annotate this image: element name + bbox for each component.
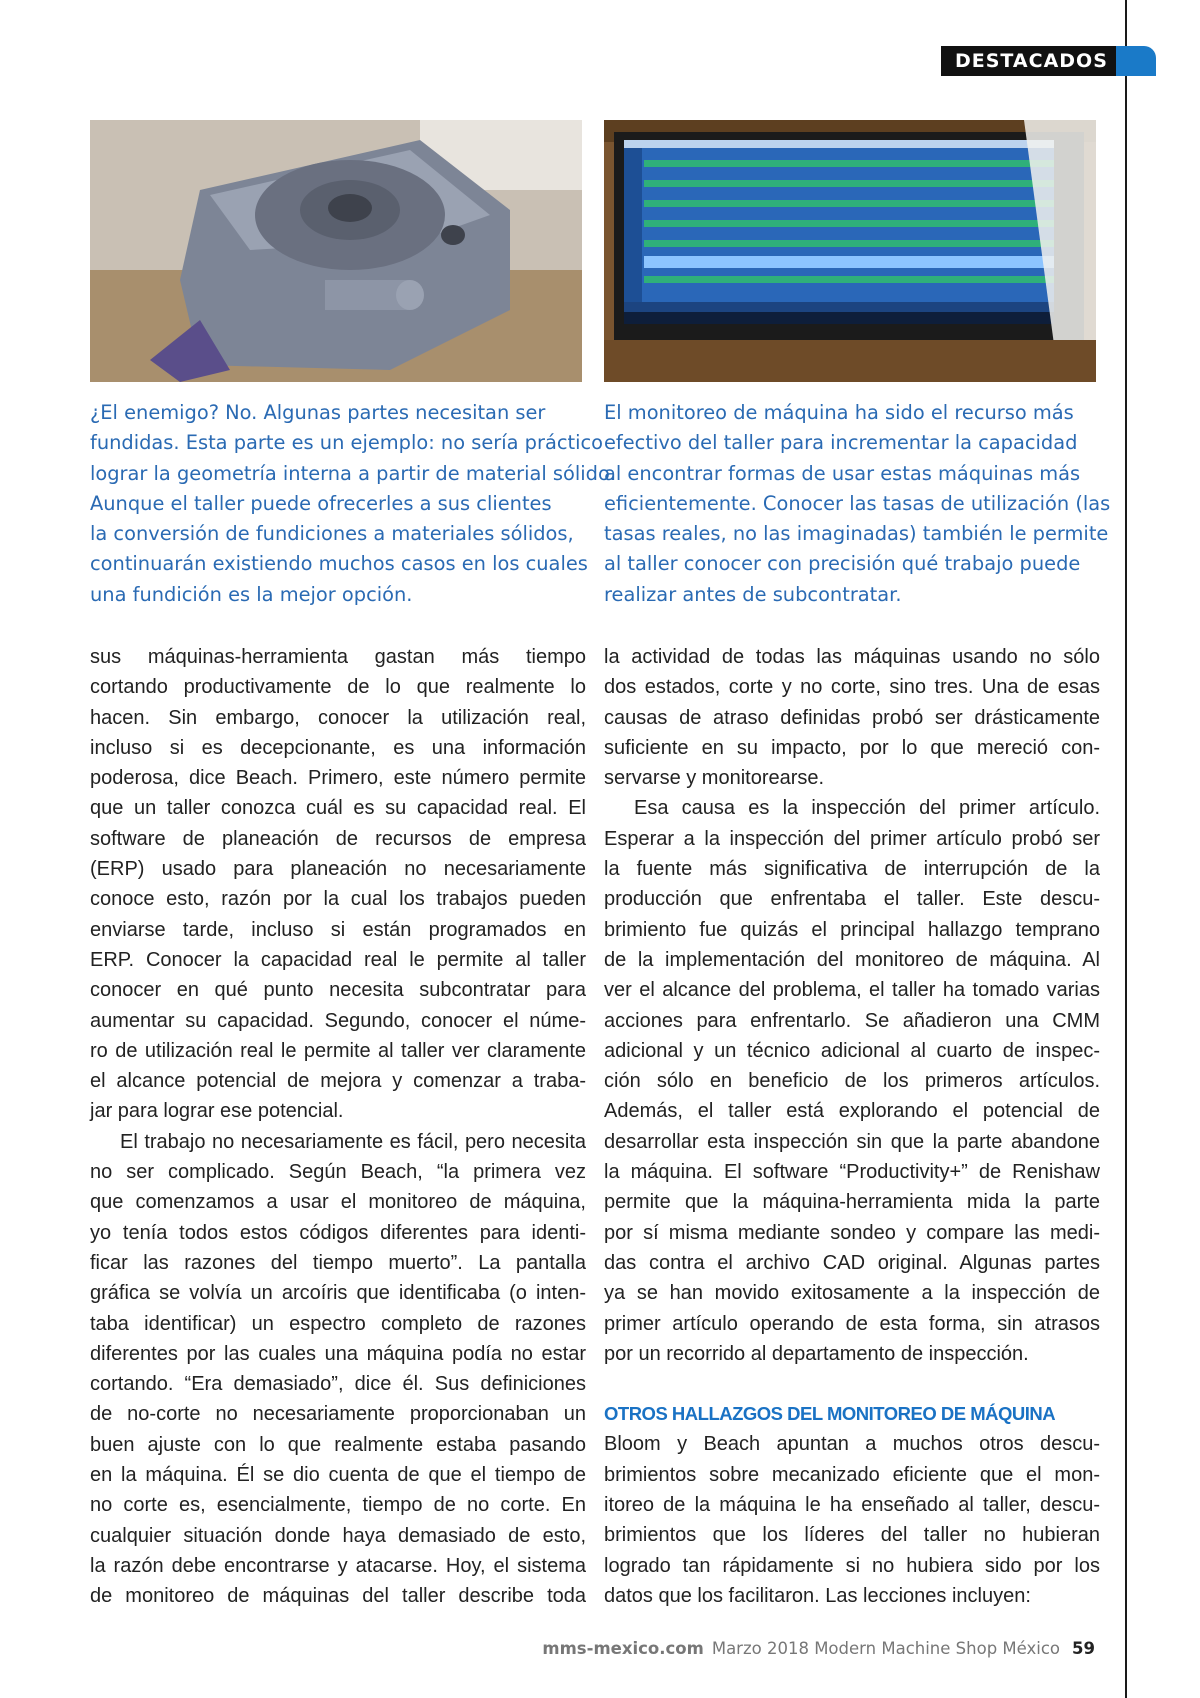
body-line: de no-corte no necesariamente proporcionaban un bbox=[90, 1403, 586, 1426]
caption-line: lograr la geometría interna a partir de material sólido. bbox=[90, 461, 616, 485]
caption-line: realizar antes de subcontratar. bbox=[604, 582, 902, 606]
caption-line: una fundición es la mejor opción. bbox=[90, 582, 413, 606]
body-line: no corte es, esencialmente, tiempo de no corte. En bbox=[90, 1494, 586, 1517]
page-number: 59 bbox=[1072, 1638, 1095, 1658]
body-line: no ser complicado. Según Beach, “la primera vez bbox=[90, 1161, 586, 1184]
body-line: conoce esto, razón por la cual los trabajos pueden bbox=[90, 888, 586, 911]
body-line: el alcance potencial de mejora y comenzar a traba- bbox=[90, 1070, 586, 1093]
body-line: la máquina. El software “Productivity+” de Renishaw bbox=[604, 1161, 1100, 1184]
body-line: brimiento fue quizás el principal hallazgo temprano bbox=[604, 918, 1100, 941]
body-line: en la máquina. Él se dio cuenta de que el tiempo de bbox=[90, 1464, 586, 1487]
section-subheading: OTROS HALLAZGOS DEL MONITOREO DE MÁQUINA bbox=[604, 1403, 1056, 1425]
body-line: Bloom y Beach apuntan a muchos otros descu- bbox=[604, 1433, 1100, 1456]
body-line: conocer en qué punto necesita subcontratar para bbox=[90, 979, 586, 1002]
body-line: desarrollar esta inspección sin que la parte abandone bbox=[604, 1130, 1100, 1153]
body-line: das contra el archivo CAD original. Algunas partes bbox=[604, 1251, 1100, 1274]
body-line: aumentar su capacidad. Segundo, conocer el núme- bbox=[90, 1009, 586, 1032]
body-line: adicional y un técnico adicional al cuarto de inspec- bbox=[604, 1039, 1100, 1062]
body-line: itoreo de la máquina le ha enseñado al taller, descu- bbox=[604, 1494, 1100, 1517]
caption-line: la conversión de fundiciones a materiales sólidos, bbox=[90, 522, 574, 546]
caption-line: ¿El enemigo? No. Algunas partes necesitan ser bbox=[90, 401, 546, 424]
body-line: cortando. “Era demasiado”, dice él. Sus definiciones bbox=[90, 1373, 586, 1396]
photo-caption-left bbox=[90, 398, 616, 610]
body-line: de la implementación del monitoreo de máquina. Al bbox=[604, 948, 1100, 971]
body-line: ro de utilización real le permite al taller ver claramente bbox=[90, 1039, 586, 1062]
body-line: ya se han movido exitosamente a la inspección de bbox=[604, 1282, 1100, 1305]
body-line: de monitoreo de máquinas del taller describe toda bbox=[90, 1585, 586, 1608]
body-line: software de planeación de recursos de empresa bbox=[90, 827, 586, 850]
body-line: Esperar a la inspección del primer artículo probó ser bbox=[604, 827, 1100, 850]
page-edge-line bbox=[1125, 0, 1127, 1698]
body-line: brimientos que los líderes del taller no hubieran bbox=[604, 1524, 1100, 1547]
body-line: cualquier situación donde haya demasiado de esto, bbox=[90, 1524, 586, 1547]
body-line: producción que enfrentaba el taller. Este descu- bbox=[604, 888, 1100, 911]
body-line: Además, el taller está explorando el potencial de bbox=[604, 1100, 1100, 1123]
body-line: datos que los facilitaron. Las lecciones incluyen: bbox=[604, 1584, 1031, 1607]
section-tab: DESTACADOS bbox=[941, 46, 1116, 76]
body-line: acciones para enfrentarlo. Se añadieron una CMM bbox=[604, 1009, 1100, 1032]
body-line: taba identificar) un espectro completo de razones bbox=[90, 1312, 586, 1335]
body-line: logrado tan rápidamente si no hubiera sido por los bbox=[604, 1554, 1100, 1577]
footer-site: mms-mexico.com bbox=[542, 1638, 704, 1658]
caption-line: al encontrar formas de usar estas máquinas más bbox=[604, 461, 1081, 485]
caption-line: El monitoreo de máquina ha sido el recurso más bbox=[604, 401, 1074, 424]
body-line: por sí misma mediante sondeo y compare las medi- bbox=[604, 1221, 1100, 1244]
body-line: poderosa, dice Beach. Primero, este número permite bbox=[90, 767, 586, 790]
body-line: sus máquinas-herramienta gastan más tiempo bbox=[90, 646, 586, 668]
page-footer bbox=[520, 1636, 1095, 1660]
body-line: brimientos sobre mecanizado eficiente que el mon- bbox=[604, 1463, 1100, 1486]
caption-line: efectivo del taller para incrementar la capacidad bbox=[604, 431, 1078, 455]
photo-caption-right bbox=[604, 398, 1111, 610]
body-column-left bbox=[90, 642, 586, 1612]
body-line: diferentes por las cuales una máquina podía no estar bbox=[90, 1342, 586, 1365]
body-line: gráfica se volvía un arcoíris que identificaba (o inten- bbox=[90, 1282, 586, 1305]
body-line: la razón debe encontrarse y atacarse. Hoy, el sistema bbox=[90, 1554, 586, 1577]
body-line: incluso si es decepcionante, es una información bbox=[90, 736, 586, 759]
body-line: Esa causa es la inspección del primer artículo. bbox=[634, 797, 1100, 820]
body-line: por un recorrido al departamento de inspección. bbox=[604, 1342, 1029, 1365]
caption-line: fundidas. Esta parte es un ejemplo: no sería práctico bbox=[90, 431, 604, 455]
body-line: El trabajo no necesariamente es fácil, pero necesita bbox=[120, 1130, 586, 1153]
caption-line: continuarán existiendo muchos casos en los cuales bbox=[90, 552, 588, 576]
body-line: ficar las razones del tiempo muerto”. La pantalla bbox=[90, 1251, 586, 1274]
body-line: (ERP) usado para planeación no necesariamente bbox=[90, 858, 586, 881]
cast-part-illustration bbox=[90, 120, 582, 382]
body-line: servarse y monitorearse. bbox=[604, 767, 825, 790]
body-line: hacen. Sin embargo, conocer la utilización real, bbox=[90, 706, 586, 729]
body-line: ción sólo en beneficio de los primeros artículos. bbox=[604, 1070, 1100, 1093]
body-line: permite que la máquina-herramienta mida la parte bbox=[604, 1191, 1100, 1214]
section-tab-accent bbox=[1116, 46, 1156, 76]
photo-monitoring-screen bbox=[604, 120, 1096, 382]
body-line: la actividad de todas las máquinas usando no sólo bbox=[604, 646, 1100, 668]
body-line: cortando productivamente de lo que realmente lo bbox=[90, 676, 586, 699]
footer-issue: Marzo 2018 Modern Machine Shop México bbox=[711, 1638, 1061, 1658]
monitor-screen-illustration bbox=[604, 120, 1096, 382]
body-line: que comenzamos a usar el monitoreo de máquina, bbox=[90, 1191, 586, 1214]
caption-line: al taller conocer con precisión qué trabajo puede bbox=[604, 552, 1081, 576]
body-line: yo tenía todos estos códigos diferentes para identi- bbox=[90, 1221, 586, 1244]
caption-line: tasas reales, no las imaginadas) también le permite bbox=[604, 522, 1109, 546]
body-line: primer artículo operando de esta forma, sin atrasos bbox=[604, 1312, 1100, 1335]
body-line: que un taller conozca cuál es su capacidad real. El bbox=[90, 797, 586, 820]
body-line: suficiente en su impacto, por lo que mereció con- bbox=[604, 736, 1100, 759]
body-line: ver el alcance del problema, el taller ha tomado varias bbox=[604, 979, 1100, 1002]
body-column-right bbox=[604, 642, 1100, 1611]
body-line: ERP. Conocer la capacidad real le permite al taller bbox=[90, 948, 586, 971]
caption-line: eficientemente. Conocer las tasas de utilización (las bbox=[604, 491, 1111, 515]
body-line: buen ajuste con lo que realmente estaba pasando bbox=[90, 1433, 586, 1456]
body-line: jar para lograr ese potencial. bbox=[90, 1100, 344, 1123]
body-line: causas de atraso definidas probó ser drásticamente bbox=[604, 706, 1100, 729]
body-line: la fuente más significativa de interrupción de la bbox=[604, 858, 1100, 881]
photo-cast-part bbox=[90, 120, 582, 382]
caption-line: Aunque el taller puede ofrecerles a sus clientes bbox=[90, 491, 552, 515]
body-line: enviarse tarde, incluso si están programados en bbox=[90, 918, 586, 941]
body-line: dos estados, corte y no corte, sino tres. Una de esas bbox=[604, 676, 1100, 699]
